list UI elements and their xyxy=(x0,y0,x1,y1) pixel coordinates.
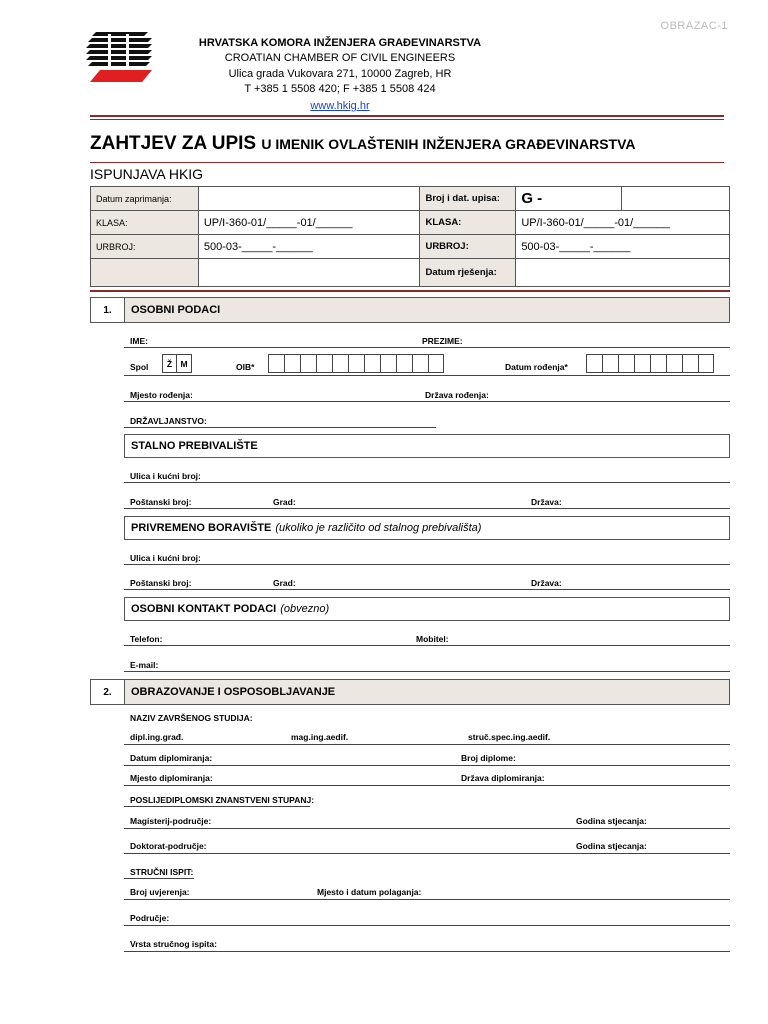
section-1-number: 1. xyxy=(91,298,125,322)
doktorat-label: Doktorat-područje: xyxy=(130,841,207,851)
godina-label-1: Godina stjecanja: xyxy=(576,816,647,826)
kontakt-title: OSOBNI KONTAKT PODACI xyxy=(131,603,277,615)
privremeno-boraviste-header xyxy=(124,516,730,540)
drzava-label-2: Država: xyxy=(531,578,562,588)
section-2-title: OBRAZOVANJE I OSPOSOBLJAVANJE xyxy=(131,686,336,698)
struc-option[interactable]: struč.spec.ing.aedif. xyxy=(468,732,551,742)
form-title-main: ZAHTJEV ZA UPIS xyxy=(90,133,257,154)
org-phone-fax: T +385 1 5508 420; F +385 1 5508 424 xyxy=(244,83,436,95)
empty-field[interactable] xyxy=(198,259,420,287)
empty-cell xyxy=(91,259,199,287)
office-divider xyxy=(90,290,730,292)
org-website-link[interactable]: www.hkig.hr xyxy=(310,100,370,112)
postanski-label-1: Poštanski broj: xyxy=(130,497,192,507)
header-divider xyxy=(90,115,724,117)
section-1-title: OSOBNI PODACI xyxy=(131,304,221,316)
header-divider-thin xyxy=(90,119,724,120)
office-use-heading: ISPUNJAVA HKIG xyxy=(90,166,204,182)
strucni-ispit-label: STRUČNI ISPIT: xyxy=(130,867,194,877)
telefon-label: Telefon: xyxy=(130,634,163,644)
privremeno-boraviste-title: PRIVREMENO BORAVIŠTE xyxy=(131,522,272,534)
postanski-line-2[interactable] xyxy=(124,589,730,590)
drzava-rodenja-label: Država rođenja: xyxy=(425,390,489,400)
studij-line xyxy=(124,744,730,745)
kontakt-header xyxy=(124,597,730,621)
urbroj-right-label: URBROJ: xyxy=(420,235,516,259)
postanski-line-1[interactable] xyxy=(124,508,730,509)
ulica-line-2[interactable] xyxy=(124,564,730,565)
datum-rjesenja-label: Datum rješenja: xyxy=(420,259,516,287)
broj-upisa-field[interactable]: G - xyxy=(516,187,622,211)
klasa-right-label: KLASA: xyxy=(420,211,516,235)
godina-label-2: Godina stjecanja: xyxy=(576,841,647,851)
spol-label: Spol xyxy=(130,362,149,372)
ime-line[interactable] xyxy=(124,347,730,348)
mag-option[interactable]: mag.ing.aedif. xyxy=(291,732,349,742)
klasa-right-field[interactable]: UP/I-360-01/_____-01/______ xyxy=(516,211,730,235)
office-use-table xyxy=(90,186,730,287)
kontakt-note: (obvezno) xyxy=(280,603,330,615)
mjesto-datum-label: Mjesto i datum polaganja: xyxy=(317,887,422,897)
strucni-ispit-underline xyxy=(124,878,194,879)
broj-uvjerenja-label: Broj uvjerenja: xyxy=(130,887,190,897)
hkig-logo xyxy=(86,30,156,86)
mobitel-label: Mobitel: xyxy=(416,634,449,644)
ulica-label-2: Ulica i kućni broj: xyxy=(130,553,201,563)
broj-diplome-label: Broj diplome: xyxy=(461,753,516,763)
datum-zaprimanja-label: Datum zaprimanja: xyxy=(91,187,199,211)
datum-rodenja-label: Datum rođenja* xyxy=(505,362,568,372)
grad-label-1: Grad: xyxy=(273,497,296,507)
prezime-label: PREZIME: xyxy=(422,336,463,346)
magisterij-label: Magisterij-područje: xyxy=(130,816,212,826)
datum-diplomiranja-line[interactable] xyxy=(124,765,730,766)
ulica-line-1[interactable] xyxy=(124,482,730,483)
datum-zaprimanja-field[interactable] xyxy=(198,187,420,211)
datum-rjesenja-field[interactable] xyxy=(516,259,730,287)
org-address: Ulica grada Vukovara 271, 10000 Zagreb, HR xyxy=(228,68,452,80)
section-2-header xyxy=(90,679,730,705)
spol-z-checkbox[interactable]: Ž xyxy=(162,354,177,373)
form-code: OBRAZAC-1 xyxy=(660,20,728,32)
form-title-rest: U IMENIK OVLAŠTENIH INŽENJERA GRAĐEVINARSTVA xyxy=(261,136,636,152)
postanski-label-2: Poštanski broj: xyxy=(130,578,192,588)
dipl-option[interactable]: dipl.ing.građ. xyxy=(130,732,184,742)
email-line[interactable] xyxy=(124,671,730,672)
spol-line xyxy=(124,375,730,376)
oib-input[interactable] xyxy=(268,354,444,373)
mjesto-diplomiranja-line[interactable] xyxy=(124,785,730,786)
mjesto-rodenja-line[interactable] xyxy=(124,401,730,402)
section-2-number: 2. xyxy=(91,680,125,704)
stalno-prebivaliste-title: STALNO PREBIVALIŠTE xyxy=(131,440,258,452)
drzava-label-1: Država: xyxy=(531,497,562,507)
datum-diplomiranja-label: Datum diplomiranja: xyxy=(130,753,213,763)
urbroj-right-field[interactable]: 500-03-_____-______ xyxy=(516,235,730,259)
broj-upisa-extra-field[interactable] xyxy=(622,187,730,211)
privremeno-boraviste-note: (ukoliko je različito od stalnog prebivališta) xyxy=(275,522,482,534)
ime-label: IME: xyxy=(130,336,148,346)
klasa-left-label: KLASA: xyxy=(91,211,199,235)
urbroj-left-field[interactable]: 500-03-_____-______ xyxy=(198,235,420,259)
spol-options xyxy=(162,354,192,373)
mjesto-rodenja-label: Mjesto rođenja: xyxy=(130,390,193,400)
broj-upisa-label: Broj i dat. upisa: xyxy=(420,187,516,211)
form-title xyxy=(90,133,636,155)
section-1-header xyxy=(90,297,730,323)
title-divider xyxy=(90,162,724,163)
org-name-hr: HRVATSKA KOMORA INŽENJERA GRAĐEVINARSTVA xyxy=(198,37,482,49)
podrucje-line[interactable] xyxy=(124,925,730,926)
naziv-studija-label: NAZIV ZAVRŠENOG STUDIJA: xyxy=(130,713,253,723)
ulica-label-1: Ulica i kućni broj: xyxy=(130,471,201,481)
org-name-en: CROATIAN CHAMBER OF CIVIL ENGINEERS xyxy=(224,52,456,64)
spol-m-checkbox[interactable]: M xyxy=(177,354,192,373)
drzavljanstvo-line[interactable] xyxy=(124,427,436,428)
vrsta-ispita-label: Vrsta stručnog ispita: xyxy=(130,939,217,949)
email-label: E-mail: xyxy=(130,660,159,670)
doktorat-line[interactable] xyxy=(124,853,730,854)
podrucje-label: Područje: xyxy=(130,913,170,923)
telefon-line[interactable] xyxy=(124,645,730,646)
poslijediplomski-label: POSLIJEDIPLOMSKI ZNANSTVENI STUPANJ: xyxy=(130,795,315,805)
klasa-left-field[interactable]: UP/I-360-01/_____-01/______ xyxy=(198,211,420,235)
mjesto-diplomiranja-label: Mjesto diplomiranja: xyxy=(130,773,213,783)
magisterij-line[interactable] xyxy=(124,828,730,829)
stalno-prebivaliste-header xyxy=(124,434,730,458)
drzavljanstvo-label: DRŽAVLJANSTVO: xyxy=(130,416,207,426)
broj-uvjerenja-line[interactable] xyxy=(124,899,730,900)
vrsta-ispita-line[interactable] xyxy=(124,951,730,952)
drzava-diplomiranja-label: Država diplomiranja: xyxy=(461,773,545,783)
oib-label: OIB* xyxy=(236,362,255,372)
grad-label-2: Grad: xyxy=(273,578,296,588)
datum-rodenja-input[interactable] xyxy=(586,354,714,373)
urbroj-left-label: URBROJ: xyxy=(91,235,199,259)
poslijediplomski-underline xyxy=(124,806,310,807)
